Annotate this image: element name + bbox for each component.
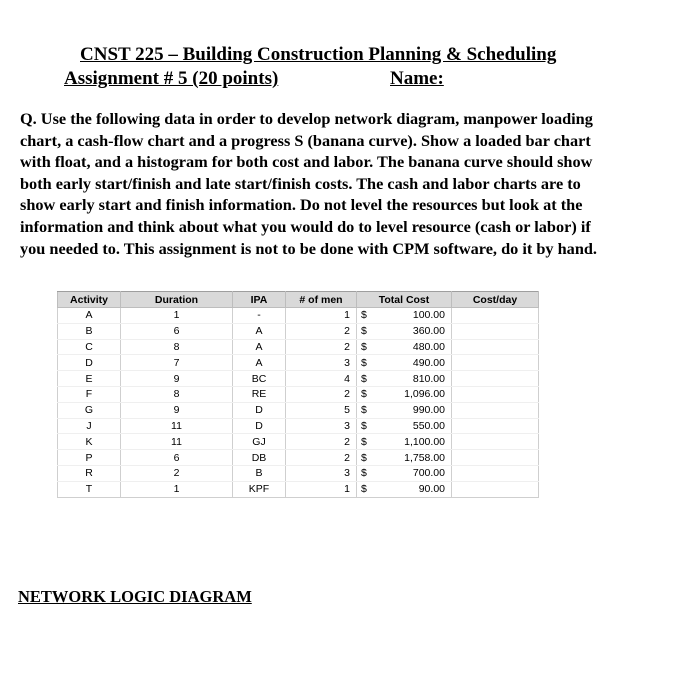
cell-activity: C — [58, 339, 121, 355]
cell-duration: 1 — [121, 308, 233, 324]
cell-men: 2 — [286, 450, 357, 466]
cell-cost-per-day — [452, 418, 539, 434]
table-row — [58, 308, 539, 324]
question-text — [20, 108, 660, 259]
activity-table — [57, 291, 539, 498]
cell-ipa: A — [233, 323, 286, 339]
table-row — [58, 450, 539, 466]
cell-cost-per-day — [452, 323, 539, 339]
cell-men: 2 — [286, 339, 357, 355]
course-title: CNST 225 – Building Construction Planning & Scheduling — [80, 44, 557, 65]
cell-ipa: RE — [233, 386, 286, 402]
cell-ipa: D — [233, 402, 286, 418]
table-row — [58, 386, 539, 402]
cell-cost-per-day — [452, 450, 539, 466]
cell-activity: G — [58, 402, 121, 418]
header-ipa: IPA — [233, 292, 286, 308]
cell-cost-per-day — [452, 339, 539, 355]
cell-currency: $ — [357, 355, 382, 371]
question-line: show early start and finish information. Do not level the resources but look at the — [20, 195, 583, 215]
cell-men: 2 — [286, 434, 357, 450]
table-row — [58, 355, 539, 371]
cell-currency: $ — [357, 450, 382, 466]
cell-duration: 1 — [121, 481, 233, 497]
header-men: # of men — [286, 292, 357, 308]
cell-activity: A — [58, 308, 121, 324]
cell-duration: 9 — [121, 402, 233, 418]
table-row — [58, 434, 539, 450]
table-row — [58, 323, 539, 339]
cell-cost-per-day — [452, 465, 539, 481]
cell-duration: 6 — [121, 450, 233, 466]
cell-men: 5 — [286, 402, 357, 418]
cell-cost-per-day — [452, 481, 539, 497]
cell-total-cost: 810.00 — [381, 371, 452, 387]
cell-cost-per-day — [452, 402, 539, 418]
cell-activity: B — [58, 323, 121, 339]
name-label: Name: — [390, 68, 444, 89]
cell-duration: 9 — [121, 371, 233, 387]
cell-total-cost: 360.00 — [381, 323, 452, 339]
cell-ipa: BC — [233, 371, 286, 387]
cell-duration: 8 — [121, 386, 233, 402]
cell-men: 2 — [286, 323, 357, 339]
cell-cost-per-day — [452, 434, 539, 450]
table-header-row — [58, 292, 539, 308]
table-body — [58, 308, 539, 498]
table-row — [58, 481, 539, 497]
table-row — [58, 371, 539, 387]
header-activity: Activity — [58, 292, 121, 308]
cell-cost-per-day — [452, 355, 539, 371]
cell-duration: 11 — [121, 418, 233, 434]
cell-activity: E — [58, 371, 121, 387]
cell-total-cost: 1,100.00 — [381, 434, 452, 450]
cell-currency: $ — [357, 481, 382, 497]
question-line: you needed to. This assignment is not to be done with CPM software, do it by hand. — [20, 238, 597, 258]
assignment-title: Assignment # 5 (20 points) — [64, 68, 279, 89]
table-row — [58, 402, 539, 418]
cell-activity: R — [58, 465, 121, 481]
table-row — [58, 339, 539, 355]
cell-ipa: A — [233, 339, 286, 355]
cell-activity: J — [58, 418, 121, 434]
header-total-cost: Total Cost — [357, 292, 452, 308]
cell-total-cost: 700.00 — [381, 465, 452, 481]
cell-men: 1 — [286, 481, 357, 497]
question-line: chart, a cash-flow chart and a progress S (banana curve). Show a loaded bar chart — [20, 130, 591, 150]
cell-men: 1 — [286, 308, 357, 324]
question-line: both early start/finish and late start/finish costs. The cash and labor charts are to — [20, 173, 581, 193]
cell-total-cost: 1,758.00 — [381, 450, 452, 466]
cell-total-cost: 90.00 — [381, 481, 452, 497]
cell-total-cost: 490.00 — [381, 355, 452, 371]
cell-ipa: - — [233, 308, 286, 324]
cell-duration: 8 — [121, 339, 233, 355]
cell-currency: $ — [357, 323, 382, 339]
cell-currency: $ — [357, 371, 382, 387]
header-cost-per-day: Cost/day — [452, 292, 539, 308]
question-line: with float, and a histogram for both cost and labor. The banana curve should show — [20, 152, 593, 172]
cell-men: 3 — [286, 418, 357, 434]
question-line: information and think about what you would do to level resource (cash or labor) if — [20, 216, 591, 236]
cell-currency: $ — [357, 465, 382, 481]
cell-currency: $ — [357, 434, 382, 450]
cell-ipa: D — [233, 418, 286, 434]
cell-currency: $ — [357, 386, 382, 402]
cell-currency: $ — [357, 402, 382, 418]
table-row — [58, 418, 539, 434]
cell-men: 2 — [286, 386, 357, 402]
cell-total-cost: 100.00 — [381, 308, 452, 324]
cell-activity: K — [58, 434, 121, 450]
question-line: Q. Use the following data in order to develop network diagram, manpower loading — [20, 109, 593, 128]
cell-activity: F — [58, 386, 121, 402]
cell-total-cost: 1,096.00 — [381, 386, 452, 402]
cell-duration: 11 — [121, 434, 233, 450]
cell-ipa: KPF — [233, 481, 286, 497]
cell-cost-per-day — [452, 386, 539, 402]
cell-duration: 6 — [121, 323, 233, 339]
cell-duration: 7 — [121, 355, 233, 371]
cell-currency: $ — [357, 418, 382, 434]
cell-cost-per-day — [452, 308, 539, 324]
header-duration: Duration — [121, 292, 233, 308]
cell-currency: $ — [357, 339, 382, 355]
cell-ipa: B — [233, 465, 286, 481]
section-heading: NETWORK LOGIC DIAGRAM — [18, 587, 252, 606]
cell-total-cost: 550.00 — [381, 418, 452, 434]
cell-men: 4 — [286, 371, 357, 387]
cell-cost-per-day — [452, 371, 539, 387]
cell-activity: T — [58, 481, 121, 497]
table-row — [58, 465, 539, 481]
cell-ipa: GJ — [233, 434, 286, 450]
cell-men: 3 — [286, 465, 357, 481]
cell-total-cost: 990.00 — [381, 402, 452, 418]
cell-activity: D — [58, 355, 121, 371]
cell-total-cost: 480.00 — [381, 339, 452, 355]
cell-ipa: DB — [233, 450, 286, 466]
cell-men: 3 — [286, 355, 357, 371]
cell-activity: P — [58, 450, 121, 466]
cell-currency: $ — [357, 308, 382, 324]
cell-duration: 2 — [121, 465, 233, 481]
cell-ipa: A — [233, 355, 286, 371]
